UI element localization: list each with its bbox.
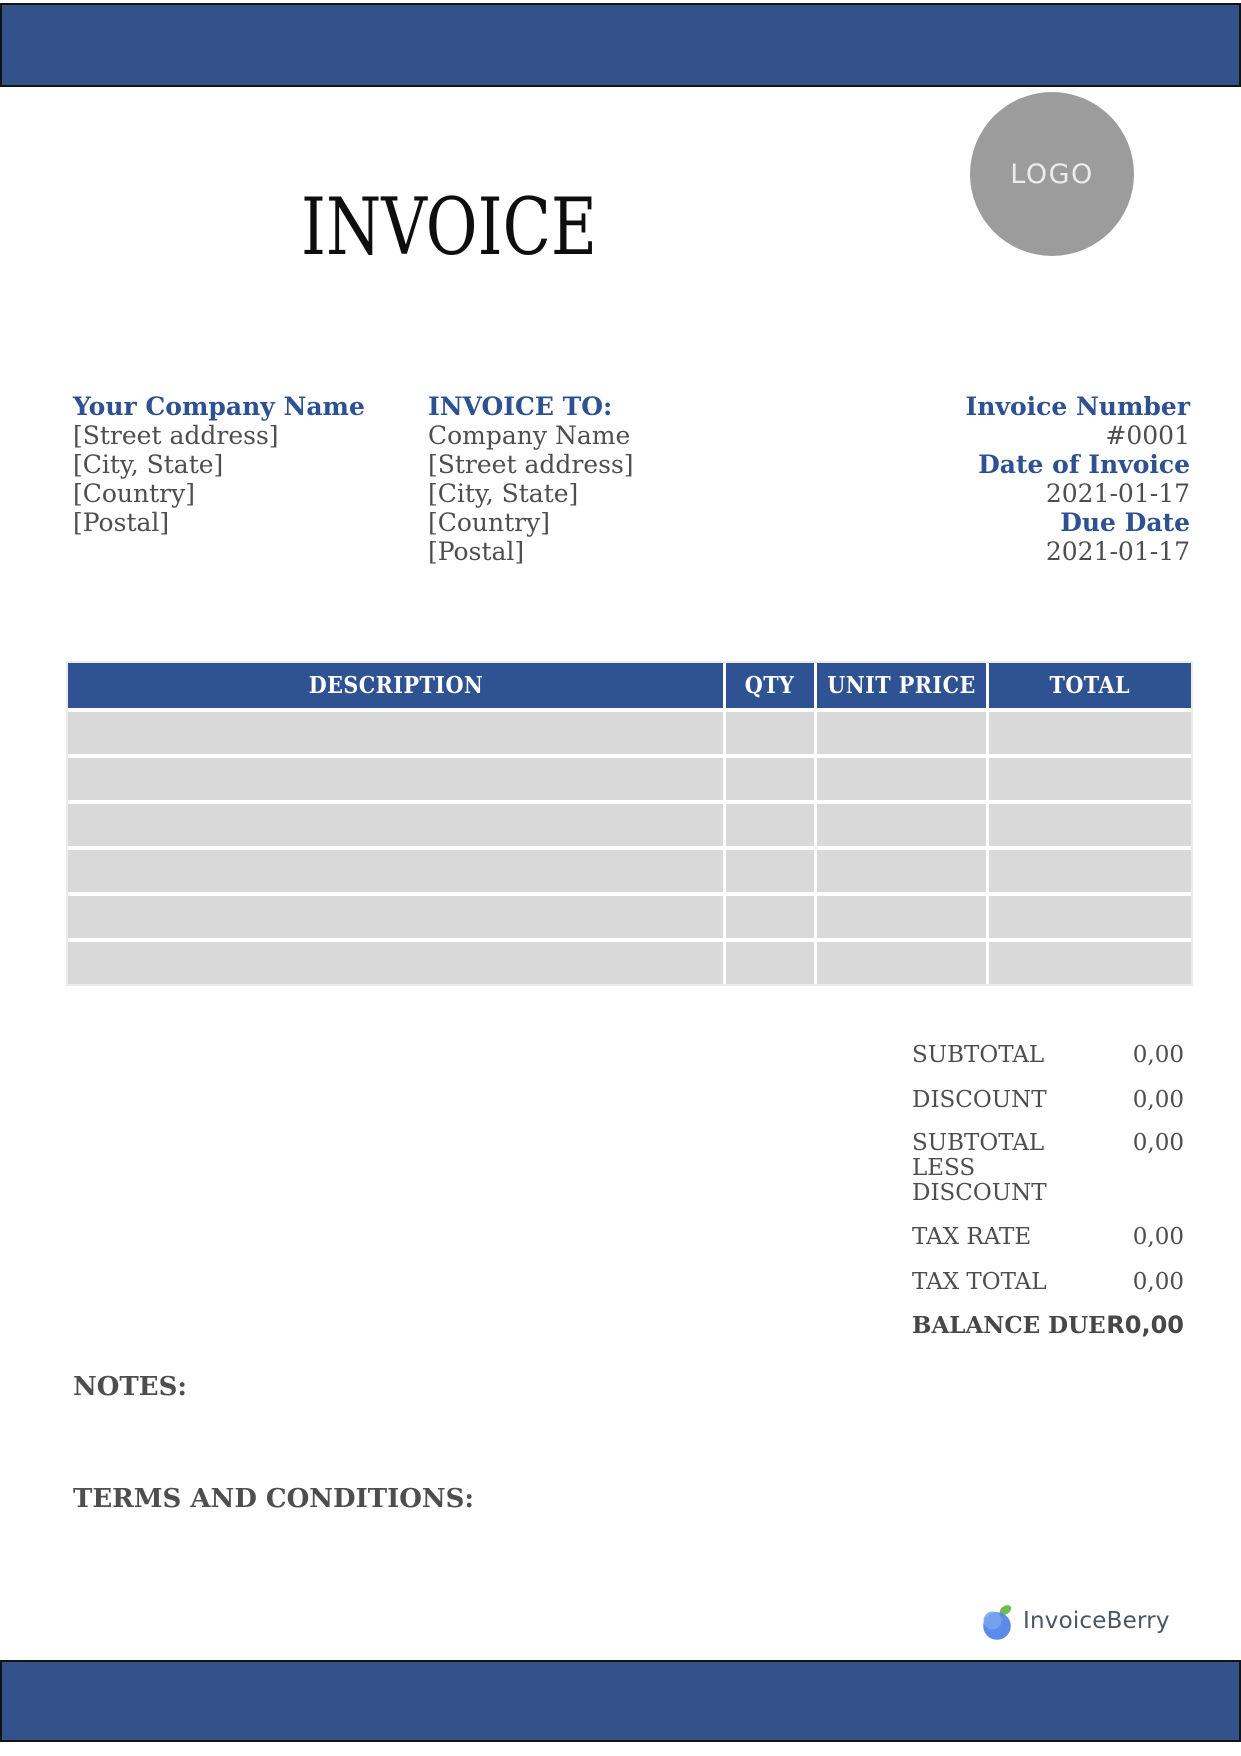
company-name: Your Company Name bbox=[73, 392, 365, 421]
empty-line-item-cell bbox=[817, 758, 986, 800]
brand-name: InvoiceBerry bbox=[1023, 1608, 1170, 1634]
logo-placeholder bbox=[970, 92, 1134, 256]
page-title: INVOICE bbox=[301, 181, 598, 273]
empty-line-item-cell bbox=[68, 896, 723, 938]
invoice-date-value: 2021-01-17 bbox=[1045, 479, 1190, 508]
empty-line-item-cell bbox=[989, 850, 1191, 892]
recipient-address-line: [City, State] bbox=[428, 479, 579, 508]
totals-label: TAX RATE bbox=[912, 1224, 1032, 1250]
empty-line-item-cell bbox=[726, 712, 814, 754]
invoice-number-label: Invoice Number bbox=[965, 392, 1190, 421]
company-address-line: [Street address] bbox=[73, 421, 279, 450]
notes-label: NOTES: bbox=[73, 1372, 187, 1402]
totals-value: 0,00 bbox=[1132, 1224, 1184, 1250]
brand-footer bbox=[983, 1601, 1170, 1641]
totals-label: BALANCE DUE bbox=[912, 1312, 1106, 1339]
totals-label: DISCOUNT bbox=[912, 1087, 1047, 1113]
totals-row bbox=[912, 1270, 1184, 1295]
company-address-line: [Country] bbox=[73, 479, 196, 508]
empty-line-item-cell bbox=[989, 712, 1191, 754]
invoice-to-heading: INVOICE TO: bbox=[428, 392, 613, 421]
column-header-unit-price: UNIT PRICE bbox=[817, 663, 986, 708]
footer-accent-bar bbox=[0, 1660, 1241, 1742]
empty-line-item-cell bbox=[726, 804, 814, 846]
empty-line-item-cell bbox=[989, 896, 1191, 938]
empty-line-item-cell bbox=[989, 758, 1191, 800]
top-accent-bar bbox=[0, 3, 1241, 87]
empty-line-item-cell bbox=[817, 896, 986, 938]
recipient-address-line: [Postal] bbox=[428, 537, 525, 566]
totals-label: SUBTOTAL bbox=[912, 1042, 1045, 1068]
empty-line-item-cell bbox=[726, 850, 814, 892]
empty-line-item-cell bbox=[68, 712, 723, 754]
totals-label: TAX TOTAL bbox=[912, 1269, 1047, 1295]
column-header-qty: QTY bbox=[726, 663, 814, 708]
invoice-date-label: Date of Invoice bbox=[978, 450, 1190, 479]
empty-line-item-cell bbox=[989, 942, 1191, 984]
invoiceberry-logo-icon bbox=[983, 1603, 1014, 1641]
empty-line-item-cell bbox=[68, 850, 723, 892]
totals-row bbox=[912, 1088, 1184, 1113]
recipient-address-line: [Street address] bbox=[428, 450, 634, 479]
totals-row bbox=[912, 1043, 1184, 1068]
company-address-line: [City, State] bbox=[73, 450, 224, 479]
recipient-company-name: Company Name bbox=[428, 421, 631, 450]
recipient-address-line: [Country] bbox=[428, 508, 551, 537]
totals-row bbox=[912, 1225, 1184, 1250]
logo-text: LOGO bbox=[1010, 158, 1094, 190]
empty-line-item-cell bbox=[817, 804, 986, 846]
column-header-description: DESCRIPTION bbox=[68, 663, 723, 708]
totals-row bbox=[912, 1131, 1184, 1206]
company-block bbox=[73, 392, 365, 537]
balance-due-row bbox=[912, 1313, 1184, 1338]
empty-line-item-cell bbox=[68, 758, 723, 800]
empty-line-item-cell bbox=[817, 850, 986, 892]
empty-line-item-cell bbox=[726, 942, 814, 984]
invoice-meta-block bbox=[966, 392, 1190, 566]
company-address-line: [Postal] bbox=[73, 508, 170, 537]
empty-line-item-cell bbox=[726, 896, 814, 938]
empty-line-item-cell bbox=[817, 942, 986, 984]
terms-label: TERMS AND CONDITIONS: bbox=[73, 1484, 475, 1514]
totals-label: SUBTOTAL LESS DISCOUNT bbox=[912, 1130, 1047, 1206]
invoice-to-block bbox=[428, 392, 634, 566]
totals-value: R0,00 bbox=[1106, 1311, 1184, 1339]
empty-line-item-cell bbox=[989, 804, 1191, 846]
empty-line-item-cell bbox=[817, 712, 986, 754]
totals-value: 0,00 bbox=[1132, 1087, 1184, 1113]
due-date-label: Due Date bbox=[1060, 508, 1190, 537]
column-header-total: TOTAL bbox=[989, 663, 1191, 708]
due-date-value: 2021-01-17 bbox=[1045, 537, 1190, 566]
empty-line-item-cell bbox=[68, 804, 723, 846]
line-items-table bbox=[68, 663, 1191, 984]
totals-value: 0,00 bbox=[1132, 1269, 1184, 1295]
totals-value: 0,00 bbox=[1132, 1042, 1184, 1068]
totals-value: 0,00 bbox=[1132, 1130, 1184, 1156]
invoice-number-value: #0001 bbox=[1105, 421, 1190, 450]
empty-line-item-cell bbox=[726, 758, 814, 800]
empty-line-item-cell bbox=[68, 942, 723, 984]
